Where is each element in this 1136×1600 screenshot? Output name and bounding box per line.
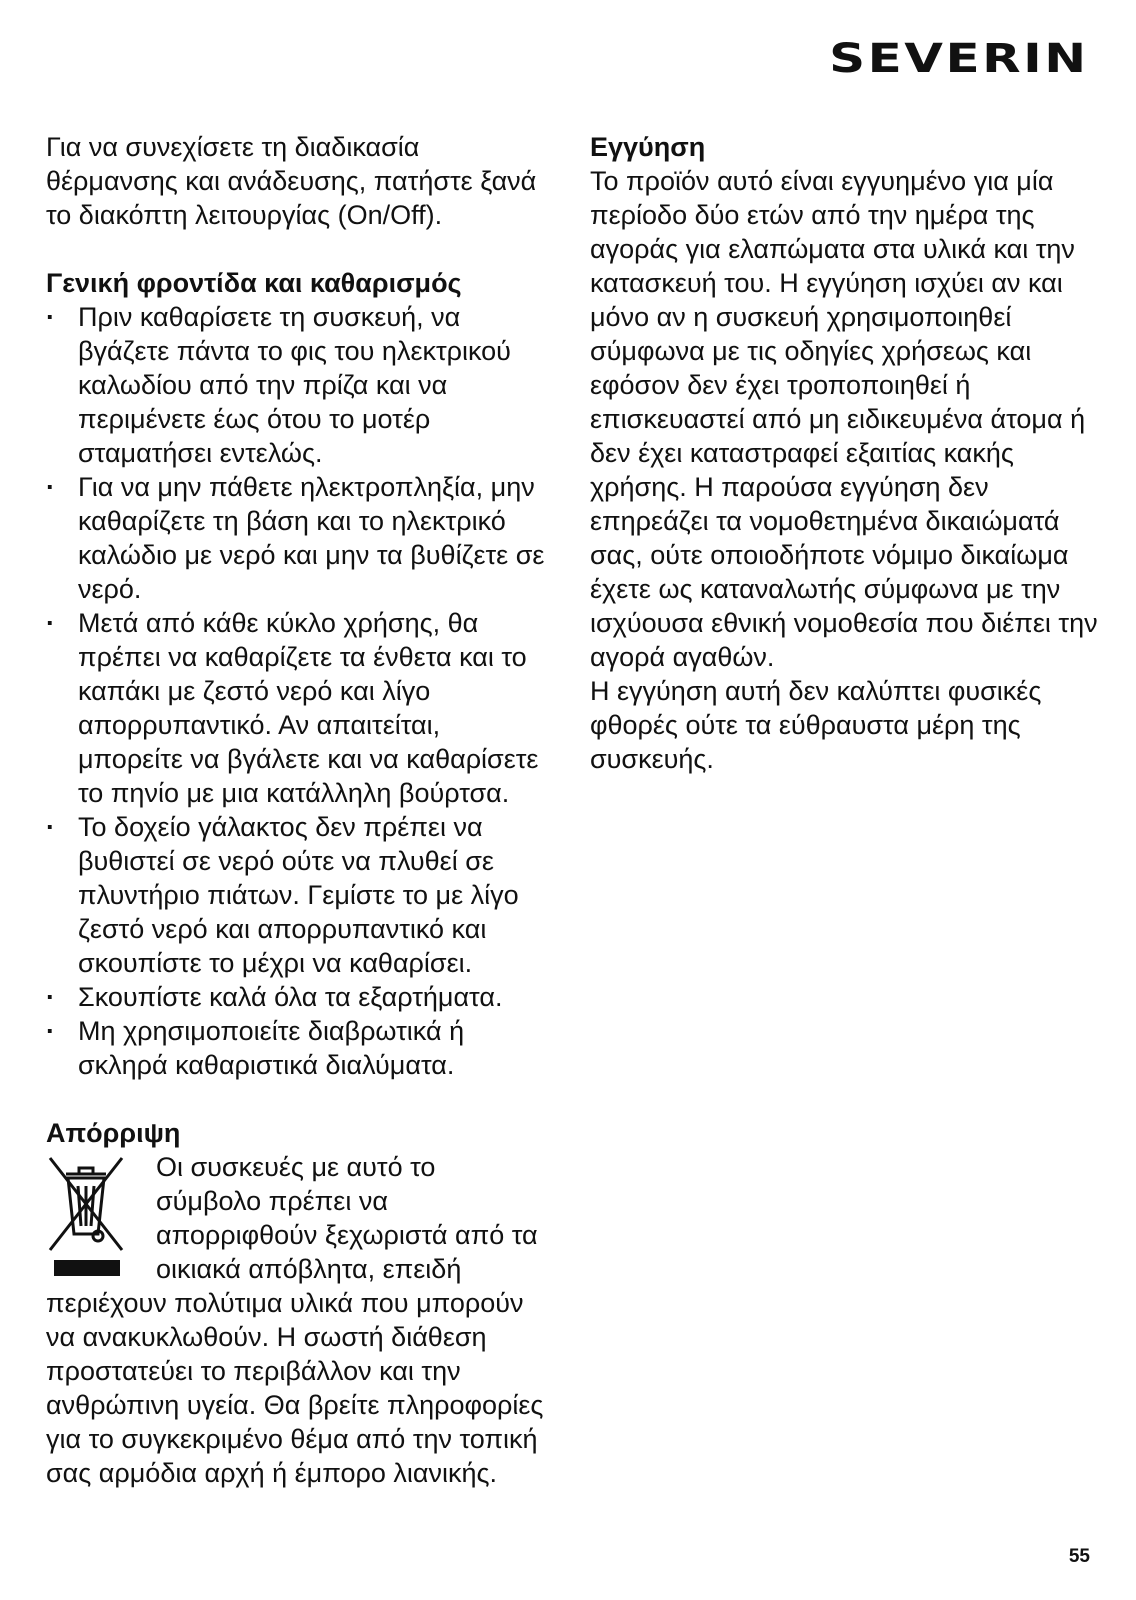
right-column [590, 130, 1100, 776]
care-item: · Το δοχείο γάλακτος δεν πρέπει να βυθιστεί σε νερό ούτε να πλυθεί σε πλυντήριο πιάτων. Γεμίστε το με λίγο ζεστό νερό και απορρυπαντικό και σκουπίστε το μέχρι να καθαρίσει. [46, 810, 546, 980]
warranty-heading: Εγγύηση [590, 132, 706, 162]
warranty-paragraph: Το προϊόν αυτό είναι εγγυημένο για μία περίοδο δύο ετών από την ημέρα της αγοράς για ελαπώματα στα υλικά και την κατασκευή του. Η εγγύηση ισχύει αν και μόνο αν η συσκευή χρησιμοποιηθεί σύμφωνα με τις οδηγίες χρήσεως και εφόσον δεν έχει τροποποιηθεί ή επισκευαστεί από μη ειδικευμένα άτομα ή δεν έχει καταστραφεί εξαιτίας κακής χρήσης. Η παρούσα εγγύηση δεν επηρεάζει τα νομοθετημένα δικαιώματά σας, ούτε οποιοδήποτε νόμιμο δικαίωμα έχετε ως καταναλωτής σύμφωνα με την ισχύουσα εθνική νομοθεσία που διέπει την αγορά αγαθών. [590, 166, 1098, 672]
care-item: · Πριν καθαρίσετε τη συσκευή, να βγάζετε πάντα το φις του ηλεκτρικού καλωδίου από την πρίζα και να περιμένετε έως ότου το μοτέρ σταματήσει εντελώς. [46, 300, 546, 470]
warranty-exclusion-paragraph: Η εγγύηση αυτή δεν καλύπτει φυσικές φθορές ούτε τα εύθραυστα μέρη της συσκευής. [590, 676, 1042, 774]
brand-logo: SEVERIN [829, 36, 1089, 82]
disposal-paragraph: Οι συσκευές με αυτό το σύμβολο πρέπει να απορριφθούν ξεχωριστά από τα οικιακά απόβλητα, επειδή περιέχουν πολύτιμα υλικά που μπορούν να ανακυκλωθούν. Η σωστή διάθεση προστατεύει το περιβάλλον και την ανθρώπινη υγεία. Θα βρείτε πληροφορίες για το συγκεκριμένο θέμα από την τοπική σας αρμόδια αρχή ή έμπορο λιανικής. [46, 1152, 544, 1488]
intro-paragraph: Για να συνεχίσετε τη διαδικασία θέρμανσης και ανάδευσης, πατήστε ξανά το διακόπτη λειτουργίας (On/Off). [46, 132, 537, 230]
disposal-section [46, 1150, 546, 1490]
left-column [46, 130, 546, 1490]
care-item: · Μη χρησιμοποιείτε διαβρωτικά ή σκληρά καθαριστικά διαλύματα. [46, 1014, 546, 1082]
care-heading: Γενική φροντίδα και καθαρισμός [46, 268, 462, 298]
care-item: · Μετά από κάθε κύκλο χρήσης, θα πρέπει να καθαρίζετε τα ένθετα και το καπάκι με ζεστό νερό και λίγο απορρυπαντικό. Αν απαιτείται, μπορείτε να βγάλετε και να καθαρίσετε το πηνίο με μια κατάλληλη βούρτσα. [46, 606, 546, 810]
page-number: 55 [1068, 1546, 1090, 1567]
disposal-heading: Απόρριψη [46, 1118, 181, 1148]
weee-crossed-bin-icon [46, 1154, 126, 1284]
care-item: · Για να μην πάθετε ηλεκτροπληξία, μην καθαρίζετε τη βάση και το ηλεκτρικό καλώδιο με νερό και μην τα βυθίζετε σε νερό. [46, 470, 546, 606]
care-item: · Σκουπίστε καλά όλα τα εξαρτήματα. [46, 980, 546, 1014]
care-list [46, 300, 546, 1082]
